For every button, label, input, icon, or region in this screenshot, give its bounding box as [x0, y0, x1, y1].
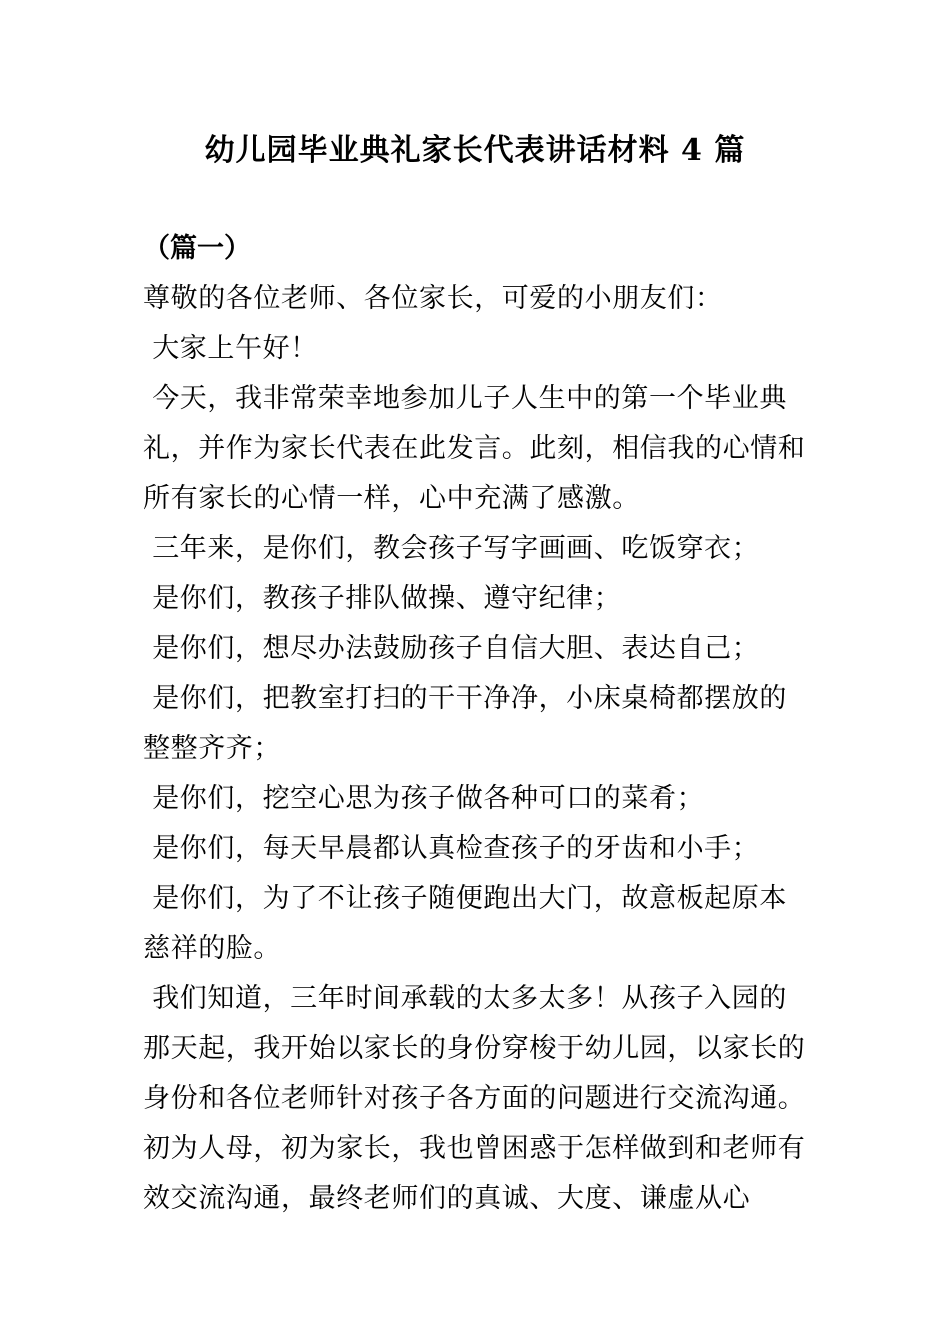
paragraph: 今天，我非常荣幸地参加儿子人生中的第一个毕业典礼，并作为家长代表在此发言。此刻，相信我的心情和所有家长的心情一样，心中充满了感激。	[143, 383, 806, 514]
paragraph: 是你们，每天早晨都认真检查孩子的牙齿和小手；	[143, 833, 760, 864]
paragraph: 是你们，把教室打扫的干干净净，小床桌椅都摆放的整整齐齐；	[143, 683, 787, 764]
paragraph: 是你们，教孩子排队做操、遵守纪律；	[143, 583, 622, 614]
paragraph: 我们知道，三年时间承载的太多太多！从孩子入园的那天起，我开始以家长的身份穿梭于幼儿园，以家长的身份和各位老师针对孩子各方面的问题进行交流沟通。初为人母，初为家长，我也曾困惑于怎样做到和老师有效交流沟通，最终老师们的真诚、大度、谦虚从心	[143, 983, 806, 1214]
document-title: 幼儿园毕业典礼家长代表讲话材料 4 篇	[204, 133, 746, 168]
paragraph: 尊敬的各位老师、各位家长，可爱的小朋友们：	[143, 283, 723, 314]
paragraph: 是你们，为了不让孩子随便跑出大门，故意板起原本慈祥的脸。	[143, 883, 787, 964]
paragraph: 三年来，是你们，教会孩子写字画画、吃饭穿衣；	[143, 533, 760, 564]
paragraph: 大家上午好！	[143, 333, 318, 364]
paragraph: 是你们，挖空心思为孩子做各种可口的菜肴；	[143, 783, 705, 814]
document-body	[143, 274, 813, 1224]
section-label: （篇一）	[143, 233, 251, 264]
paragraph: 是你们，想尽办法鼓励孩子自信大胆、表达自己；	[143, 633, 760, 664]
